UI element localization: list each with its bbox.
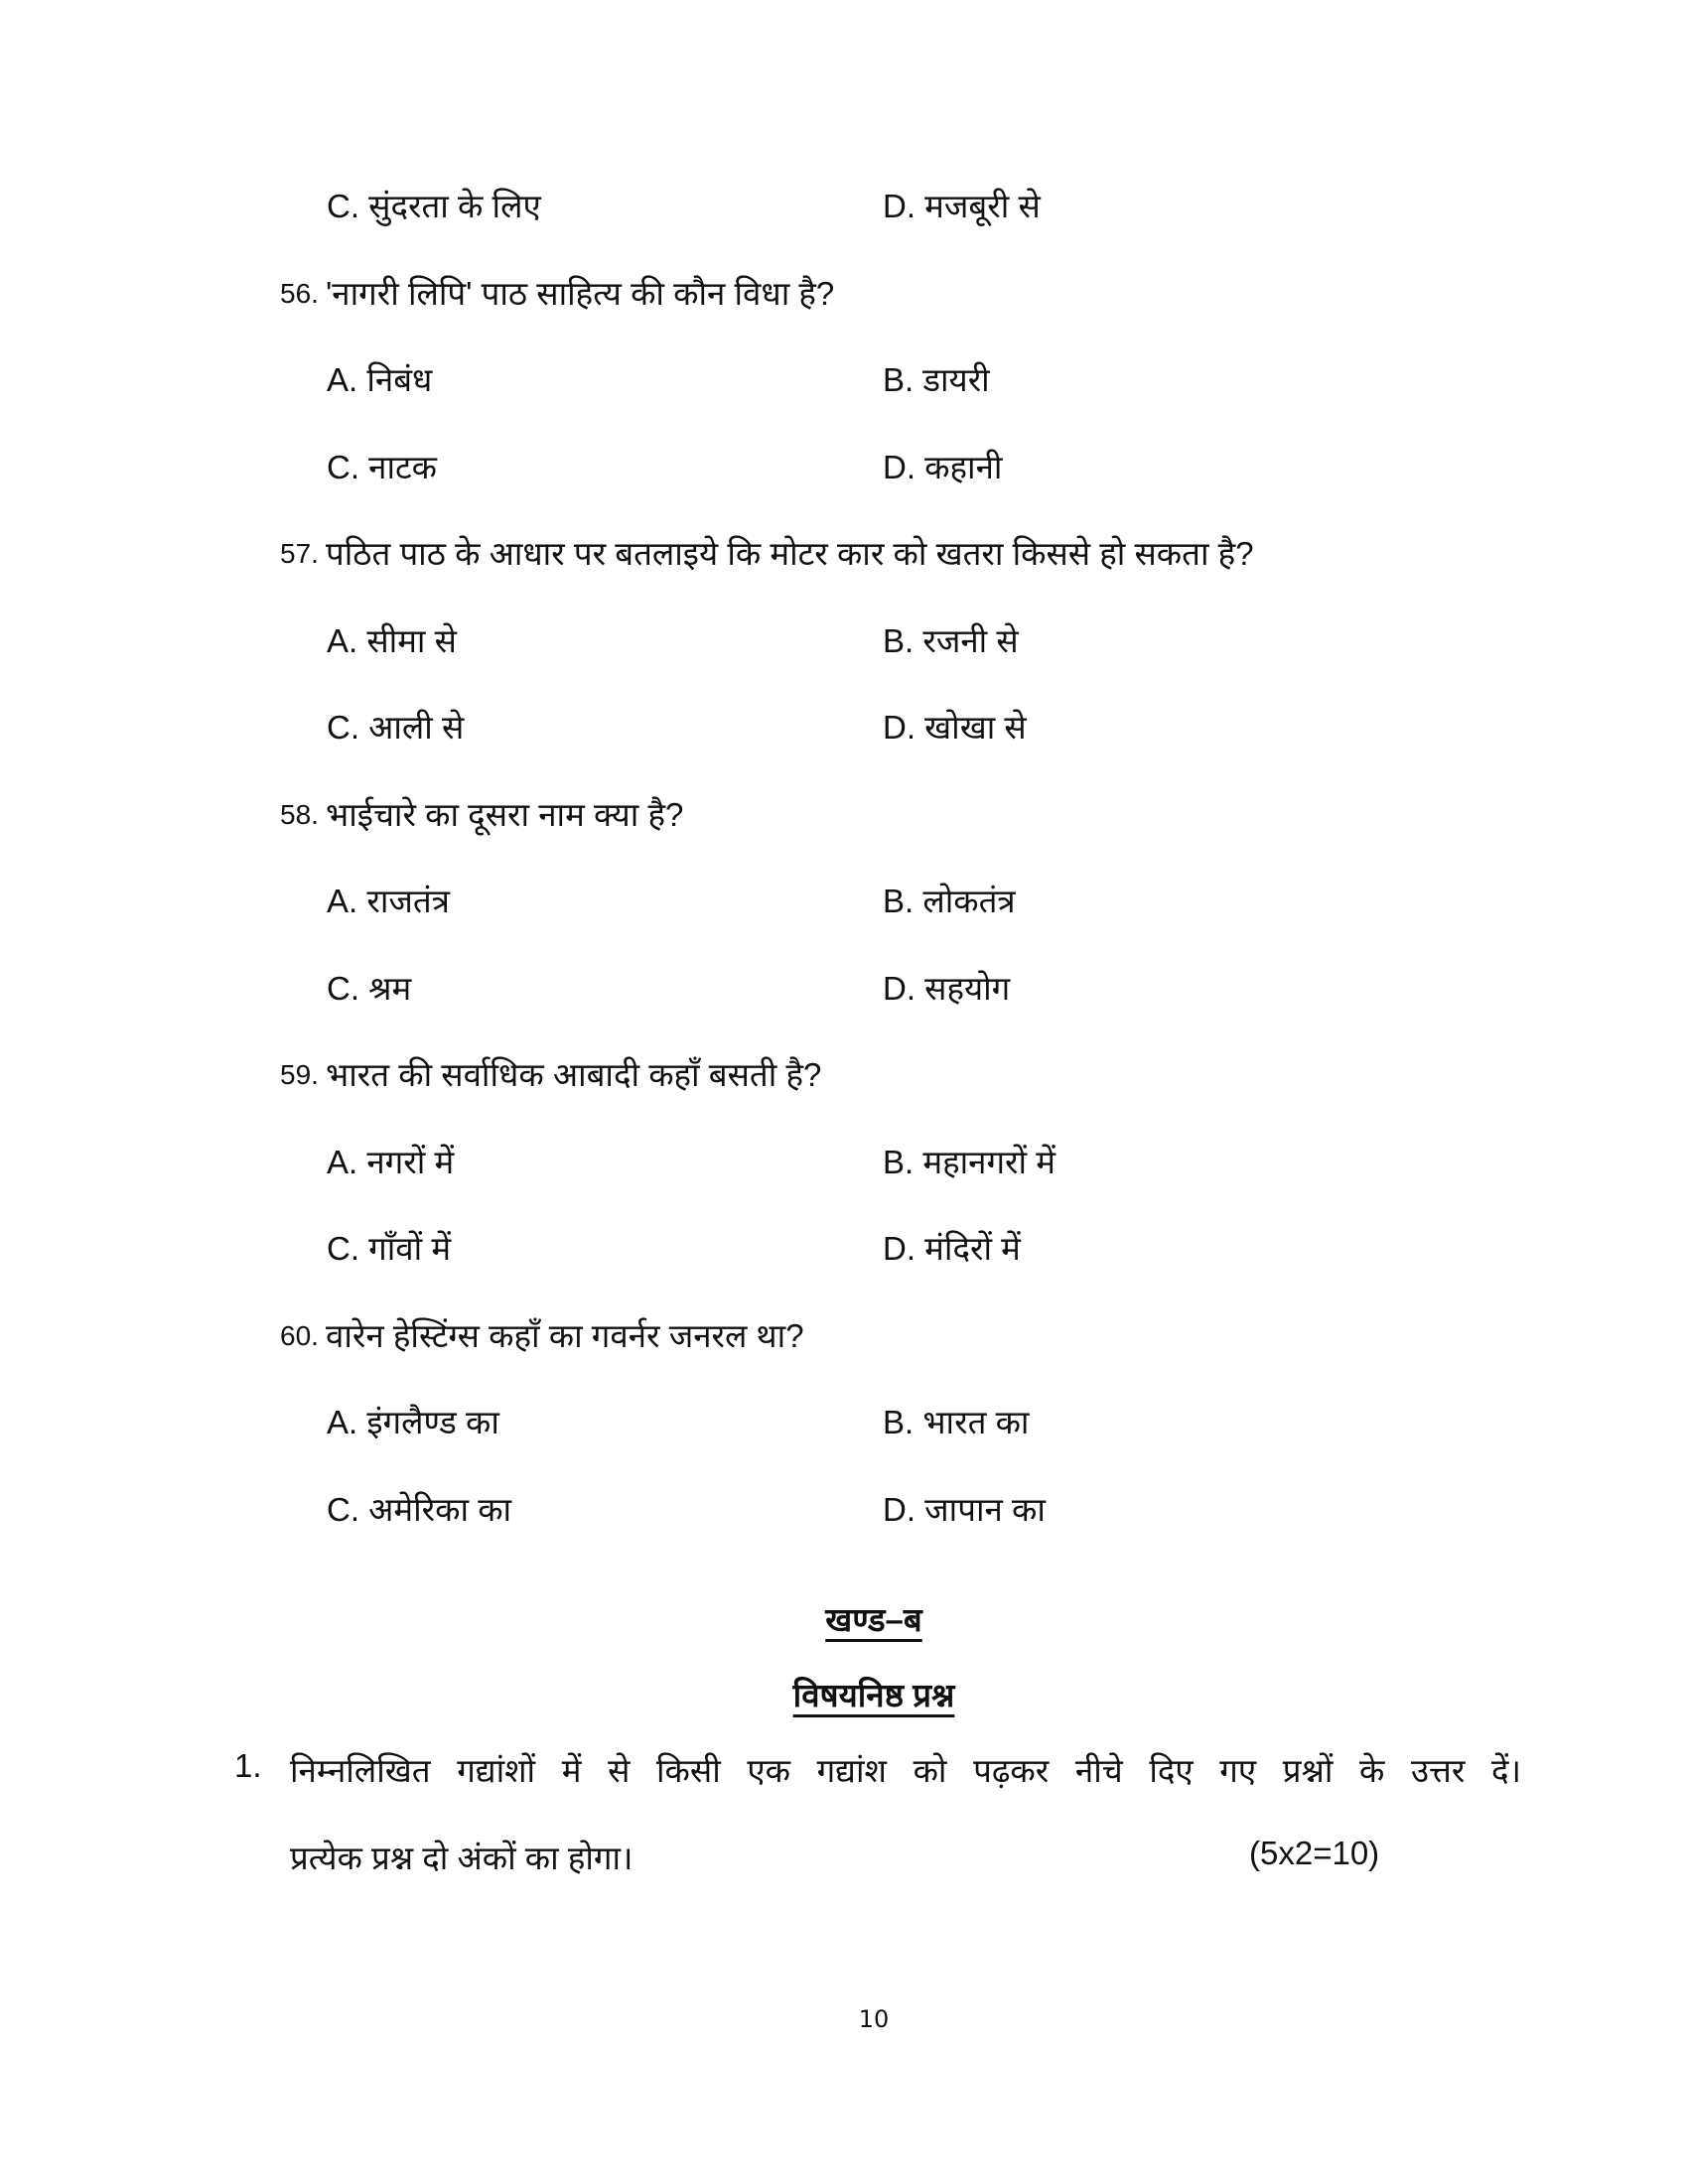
- option-a: A. नगरों में: [327, 1143, 455, 1180]
- option-row: [0, 337, 1688, 424]
- question-instruction: प्रत्येक प्रश्न दो अंकों का होगा।: [290, 1840, 633, 1876]
- option-row: [0, 945, 1688, 1032]
- option-a: A. इंगलैण्ड का: [327, 1404, 499, 1440]
- option-row: [0, 598, 1688, 685]
- marks: (5x2=10): [1249, 1835, 1380, 1871]
- page-number: 10: [858, 2005, 890, 2033]
- option-d: D. मंदिरों में: [883, 1230, 1021, 1267]
- question-number: 56.: [280, 277, 319, 309]
- option-row: [0, 1379, 1688, 1466]
- question-text: 'नागरी लिपि' पाठ साहित्य की कौन विधा है?: [326, 274, 835, 312]
- question-number: 57.: [280, 538, 319, 569]
- section-subtitle-text: विषयनिष्ठ प्रश्न: [792, 1677, 955, 1713]
- option-a: A. राजतंत्र: [327, 883, 450, 919]
- option-row: [0, 1119, 1688, 1206]
- question-number: 60.: [280, 1319, 319, 1351]
- mcq-section: [0, 163, 1688, 1553]
- option-row: [0, 684, 1688, 771]
- option-d: D. जापान का: [883, 1490, 1046, 1528]
- option-b: B. रजनी से: [883, 621, 1019, 659]
- question-text: भारत की सर्वाधिक आबादी कहाँ बसती है?: [326, 1056, 822, 1093]
- option-b: B. महानगरों में: [883, 1143, 1055, 1180]
- question: [0, 510, 1688, 598]
- section-title: [0, 1596, 1688, 1641]
- section-title-text: खण्ड–ब: [825, 1601, 922, 1638]
- option-c: C. सुंदरता के लिए: [327, 188, 541, 224]
- option-c: C. श्रम: [327, 969, 412, 1007]
- option-row: [0, 858, 1688, 945]
- question-text: भाईचारे का दूसरा नाम क्या है?: [326, 795, 684, 833]
- option-d: D. खोखा से: [883, 709, 1027, 746]
- question-number: 1.: [234, 1747, 262, 1784]
- question-text: निम्नलिखित गद्यांशों में से किसी एक गद्यांश को पढ़कर नीचे दिए गए प्रश्नों के उत्तर दें।: [290, 1752, 1521, 1789]
- option-b: B. लोकतंत्र: [883, 883, 1016, 919]
- option-b: B. भारत का: [883, 1404, 1030, 1440]
- option-c: C. आली से: [327, 709, 465, 746]
- option-a: A. सीमा से: [327, 621, 457, 659]
- option-d: D. मजबूरी से: [883, 188, 1041, 224]
- option-row: [0, 163, 1688, 250]
- option-b: B. डायरी: [883, 361, 990, 398]
- section-subtitle: [0, 1672, 1688, 1716]
- question: [0, 1293, 1688, 1380]
- option-row: [0, 1466, 1688, 1554]
- option-c: C. अमेरिका का: [327, 1490, 512, 1528]
- question: [0, 250, 1688, 338]
- question-number: 58.: [280, 798, 319, 830]
- question: [0, 1031, 1688, 1119]
- question-text: वारेन हेस्टिंग्स कहाँ का गवर्नर जनरल था?: [326, 1316, 804, 1354]
- option-row: [0, 424, 1688, 511]
- option-c: C. गाँवों में: [327, 1230, 452, 1267]
- question: [0, 771, 1688, 859]
- option-a: A. निबंध: [327, 361, 433, 398]
- option-c: C. नाटक: [327, 448, 438, 485]
- option-row: [0, 1205, 1688, 1293]
- option-d: D. सहयोग: [883, 969, 1011, 1007]
- option-d: D. कहानी: [883, 448, 1003, 485]
- question-text: पठित पाठ के आधार पर बतलाइये कि मोटर कार को खतरा किससे हो सकता है?: [326, 535, 1254, 572]
- question-number: 59.: [280, 1059, 319, 1090]
